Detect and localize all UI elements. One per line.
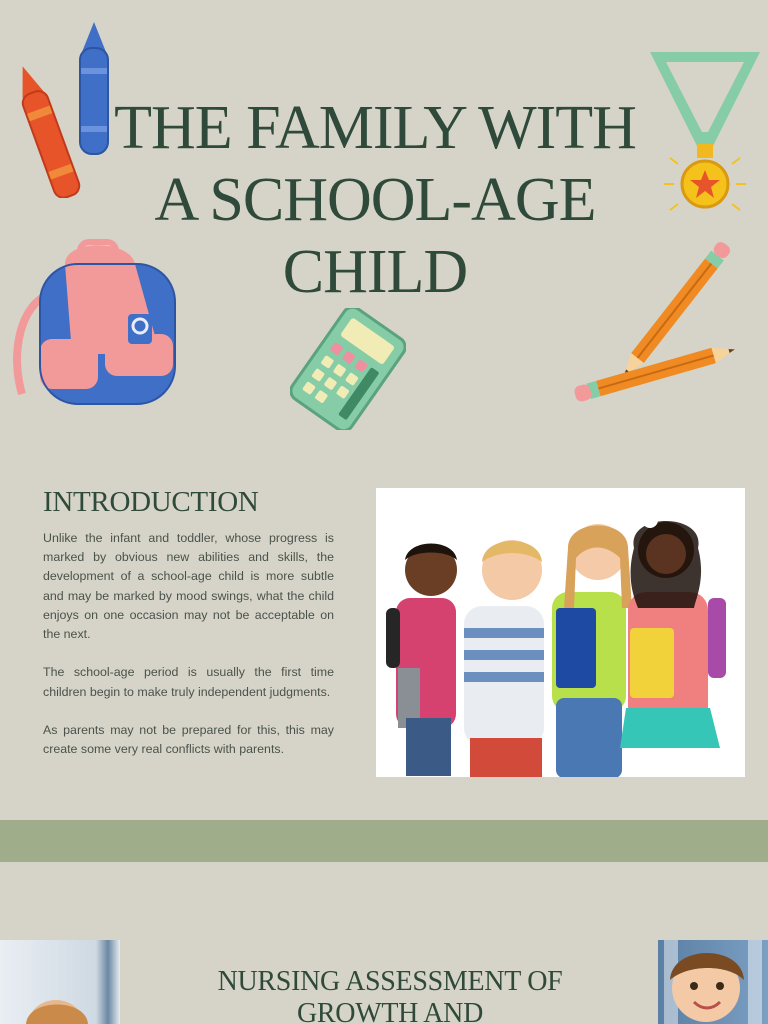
calculator-icon <box>290 308 406 430</box>
crayons-icon <box>14 18 114 198</box>
children-illustration <box>376 488 745 777</box>
intro-paragraph: The school-age period is usually the first time children begin to make truly independent judgments. <box>43 665 334 699</box>
intro-heading: INTRODUCTION <box>43 486 259 518</box>
pencils-icon <box>566 232 746 412</box>
nurse-illustration <box>0 940 120 1024</box>
page-title: THE FAMILY WITH A SCHOOL-AGE CHILD <box>114 94 636 306</box>
backpack-icon <box>10 234 180 410</box>
medal-icon <box>650 46 760 216</box>
divider-band <box>0 820 768 862</box>
section-heading-nursing-assessment: NURSING ASSESSMENT OF GROWTH AND <box>217 966 563 1024</box>
children-photo <box>376 488 745 777</box>
intro-text <box>43 529 334 779</box>
boy-illustration <box>658 940 768 1024</box>
boy-photo <box>658 940 768 1024</box>
intro-paragraph: As parents may not be prepared for this, this may create some very real conflicts with parents. <box>43 723 334 757</box>
intro-paragraph: Unlike the infant and toddler, whose progress is marked by obvious new abilities and skills, the development of a school-age child is more subtle and may be marked by mood swings, what the child enjoys on one occasion may not be acceptable on the next. <box>43 531 334 642</box>
nurse-photo <box>0 940 120 1024</box>
